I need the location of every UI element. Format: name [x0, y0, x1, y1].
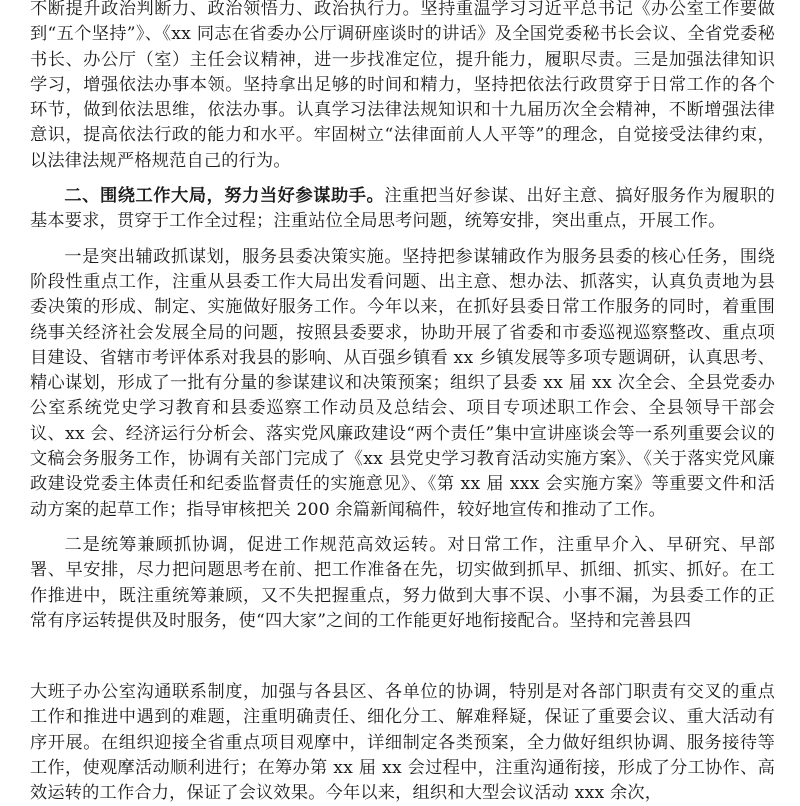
document-page-top	[30, 0, 775, 634]
paragraph-body: 一是突出辅政抓谋划，服务县委决策实施。坚持把参谋辅政作为服务县委的核心任务，围绕阶段性重点工作，注重从县委工作大局出发看问题、出主意、想办法、抓落实，认真负责地为县委决策的形成、制定、实施做好服务工作。今年以来，在抓好县委日常工作服务的同时，着重围绕事关经济社会发展全局的问题，按照县委要求，协助开展了省委和市委巡视巡察整改、重点项目建设、省辖市考评体系对我县的影响、从百强乡镇看 xx 乡镇发展等多项专题调研，认真思考、精心谋划，形成了一批有分量的参谋建议和决策预案；组织了县委 xx 届 xx 次全会、全县党委办公室系统党史学习教育和县委巡察工作动员及总结会、项目专项述职工作会、全县领导干部会议、xx 会、经济运行分析会、落实党风廉政建设“两个责任”集中宣讲座谈会等一系列重要会议的文稿会务服务工作，协调有关部门完成了《xx 县党史学习教育活动实施方案》、《关于落实党风廉政建设党委主体责任和纪委监督责任的实施意见》、《第 xx 届 xxx 会实施方案》等重要文件和活动方案的起草工作；指导审核把关 200 余篇新闻稿件，较好地宣传和推动了工作。	[30, 246, 775, 520]
paragraph-gap	[30, 523, 775, 533]
paragraph-body: 大班子办公室沟通联系制度，加强与各县区、各单位的协调，特别是对各部门职责有交叉的重点工作和推进中遇到的难题，注重明确责任、细化分工、解难释疑，保证了重要会议、重大活动有序开展。在组织迎接全省重点项目观摩中，详细制定各类预案，全力做好组织协调、服务接待等工作，使观摩活动顺利进行；在筹办第 xx 届 xx 会过程中，注重沟通衔接，形成了分工协作、高效运转的工作合力，保证了会议效果。今年以来，组织和大型会议活动 xxx 余次，	[30, 682, 775, 804]
paragraph-body: 二是统筹兼顾抓协调，促进工作规范高效运转。对日常工作，注重早介入、早研究、早部署、早安排，尽力把问题思考在前、把工作准备在先，切实做到抓早、抓细、抓实、抓好。在工作推进中，既注重统筹兼顾，又不失把握重点，努力做到大事不误、小事不漏，为县委工作的正常有序运转提供及时服务，使“四大家”之间的工作能更好地衔接配合。坚持和完善县四	[30, 534, 775, 631]
paragraph-gap	[30, 174, 775, 184]
section-heading: 二、围绕工作大局，努力当好参谋助手。	[64, 186, 385, 207]
section-paragraph	[30, 184, 775, 235]
page-break	[0, 640, 800, 680]
document-page-bottom	[30, 680, 775, 806]
section-paragraph-text: 注重把当好参谋、出好主意、搞好服务作为履职的基本要求，贯穿于工作全过程；注重站位全局思考问题，统筹安排，突出重点，开展工作。	[30, 186, 775, 232]
paragraph-body: 不断提升政治判断力、政治领悟力、政治执行力。坚持重温学习习近平总书记《办公室工作要做到“五个坚持”》、《xx 同志在省委办公厅调研座谈时的讲话》及全国党委秘书长会议、全省党委秘书长、办公厅（室）主任会议精神，进一步找准定位，提升能力，履职尽责。三是加强法律知识学习，增强依法办事本领。坚持拿出足够的时间和精力，坚持把依法行政贯穿于日常工作的各个环节，做到依法思维，依法办事。认真学习法律法规知识和十九届历次全会精神，不断增强法律意识，提高依法行政的能力和水平。牢固树立“法律面前人人平等”的理念，自觉接受法律约束，以法律法规严格规范自己的行为。	[30, 0, 775, 171]
paragraph-gap	[30, 235, 775, 245]
